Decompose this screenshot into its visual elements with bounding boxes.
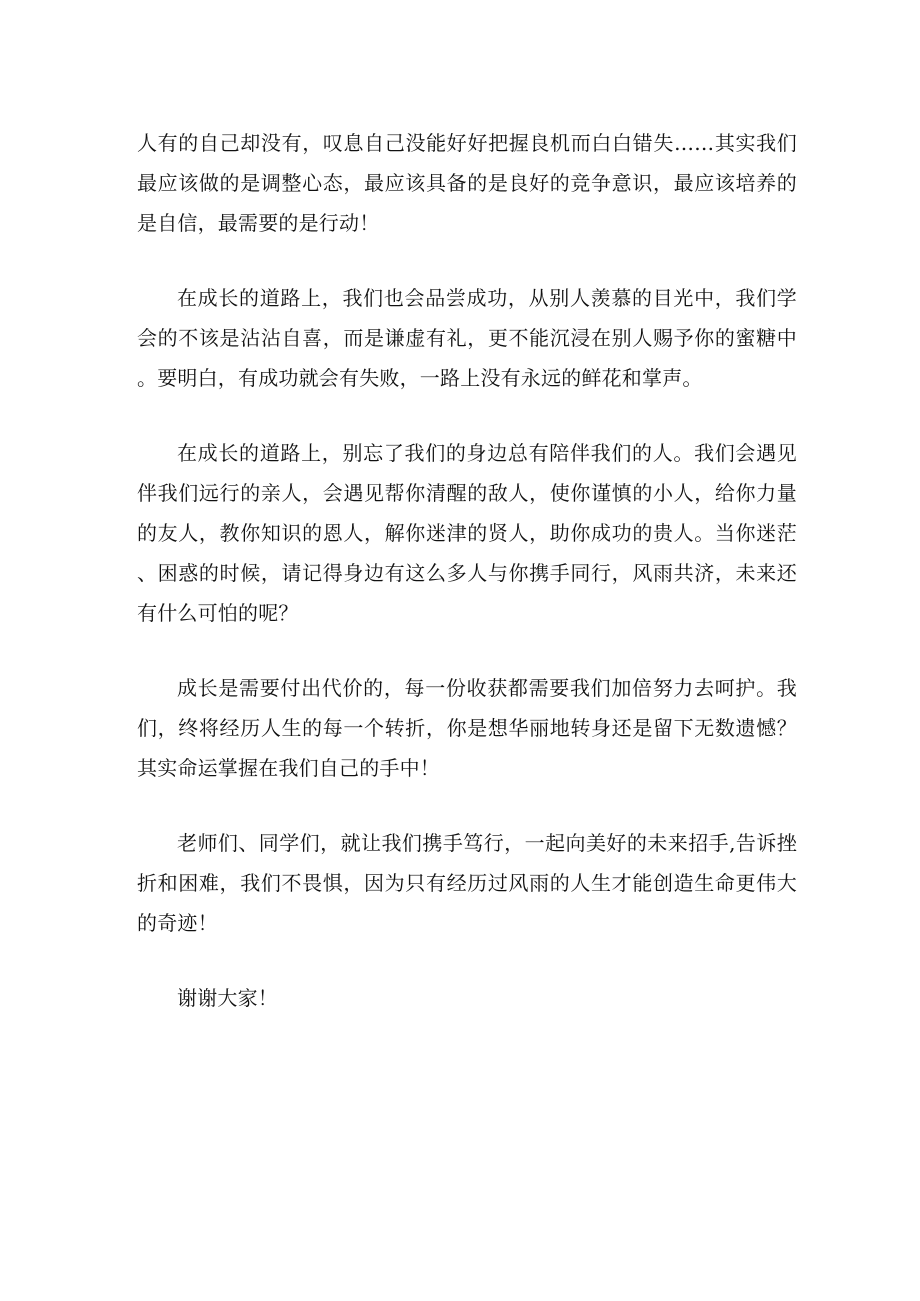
- document-body: [137, 123, 797, 1053]
- paragraph: 在成长的道路上，别忘了我们的身边总有陪伴我们的人。我们会遇见伴我们远行的亲人，会遇见帮你清醒的敌人，使你谨慎的小人，给你力量的友人，教你知识的恩人，解你迷津的贤人，助你成功的贵人。当你迷茫、困惑的时候，请记得身边有这么多人与你携手同行，风雨共济，未来还有什么可怕的呢？: [137, 441, 797, 625]
- paragraph: 老师们、同学们，就让我们携手笃行，一起向美好的未来招手,告诉挫折和困难，我们不畏惧，因为只有经历过风雨的人生才能创造生命更伟大的奇迹！: [137, 831, 797, 935]
- closing-paragraph: 谢谢大家！: [177, 986, 278, 1010]
- paragraph: 在成长的道路上，我们也会品尝成功，从别人羡慕的目光中，我们学会的不该是沾沾自喜，而是谦虚有礼，更不能沉浸在别人赐予你的蜜糖中。要明白，有成功就会有失败，一路上没有永远的鲜花和掌声。: [137, 286, 797, 390]
- paragraph: 人有的自己却没有，叹息自己没能好好把握良机而白白错失……其实我们最应该做的是调整心态，最应该具备的是良好的竞争意识，最应该培养的是自信，最需要的是行动！: [137, 131, 797, 235]
- paragraph: 成长是需要付出代价的，每一份收获都需要我们加倍努力去呵护。我们，终将经历人生的每一个转折，你是想华丽地转身还是留下无数遗憾？其实命运掌握在我们自己的手中！: [137, 676, 797, 780]
